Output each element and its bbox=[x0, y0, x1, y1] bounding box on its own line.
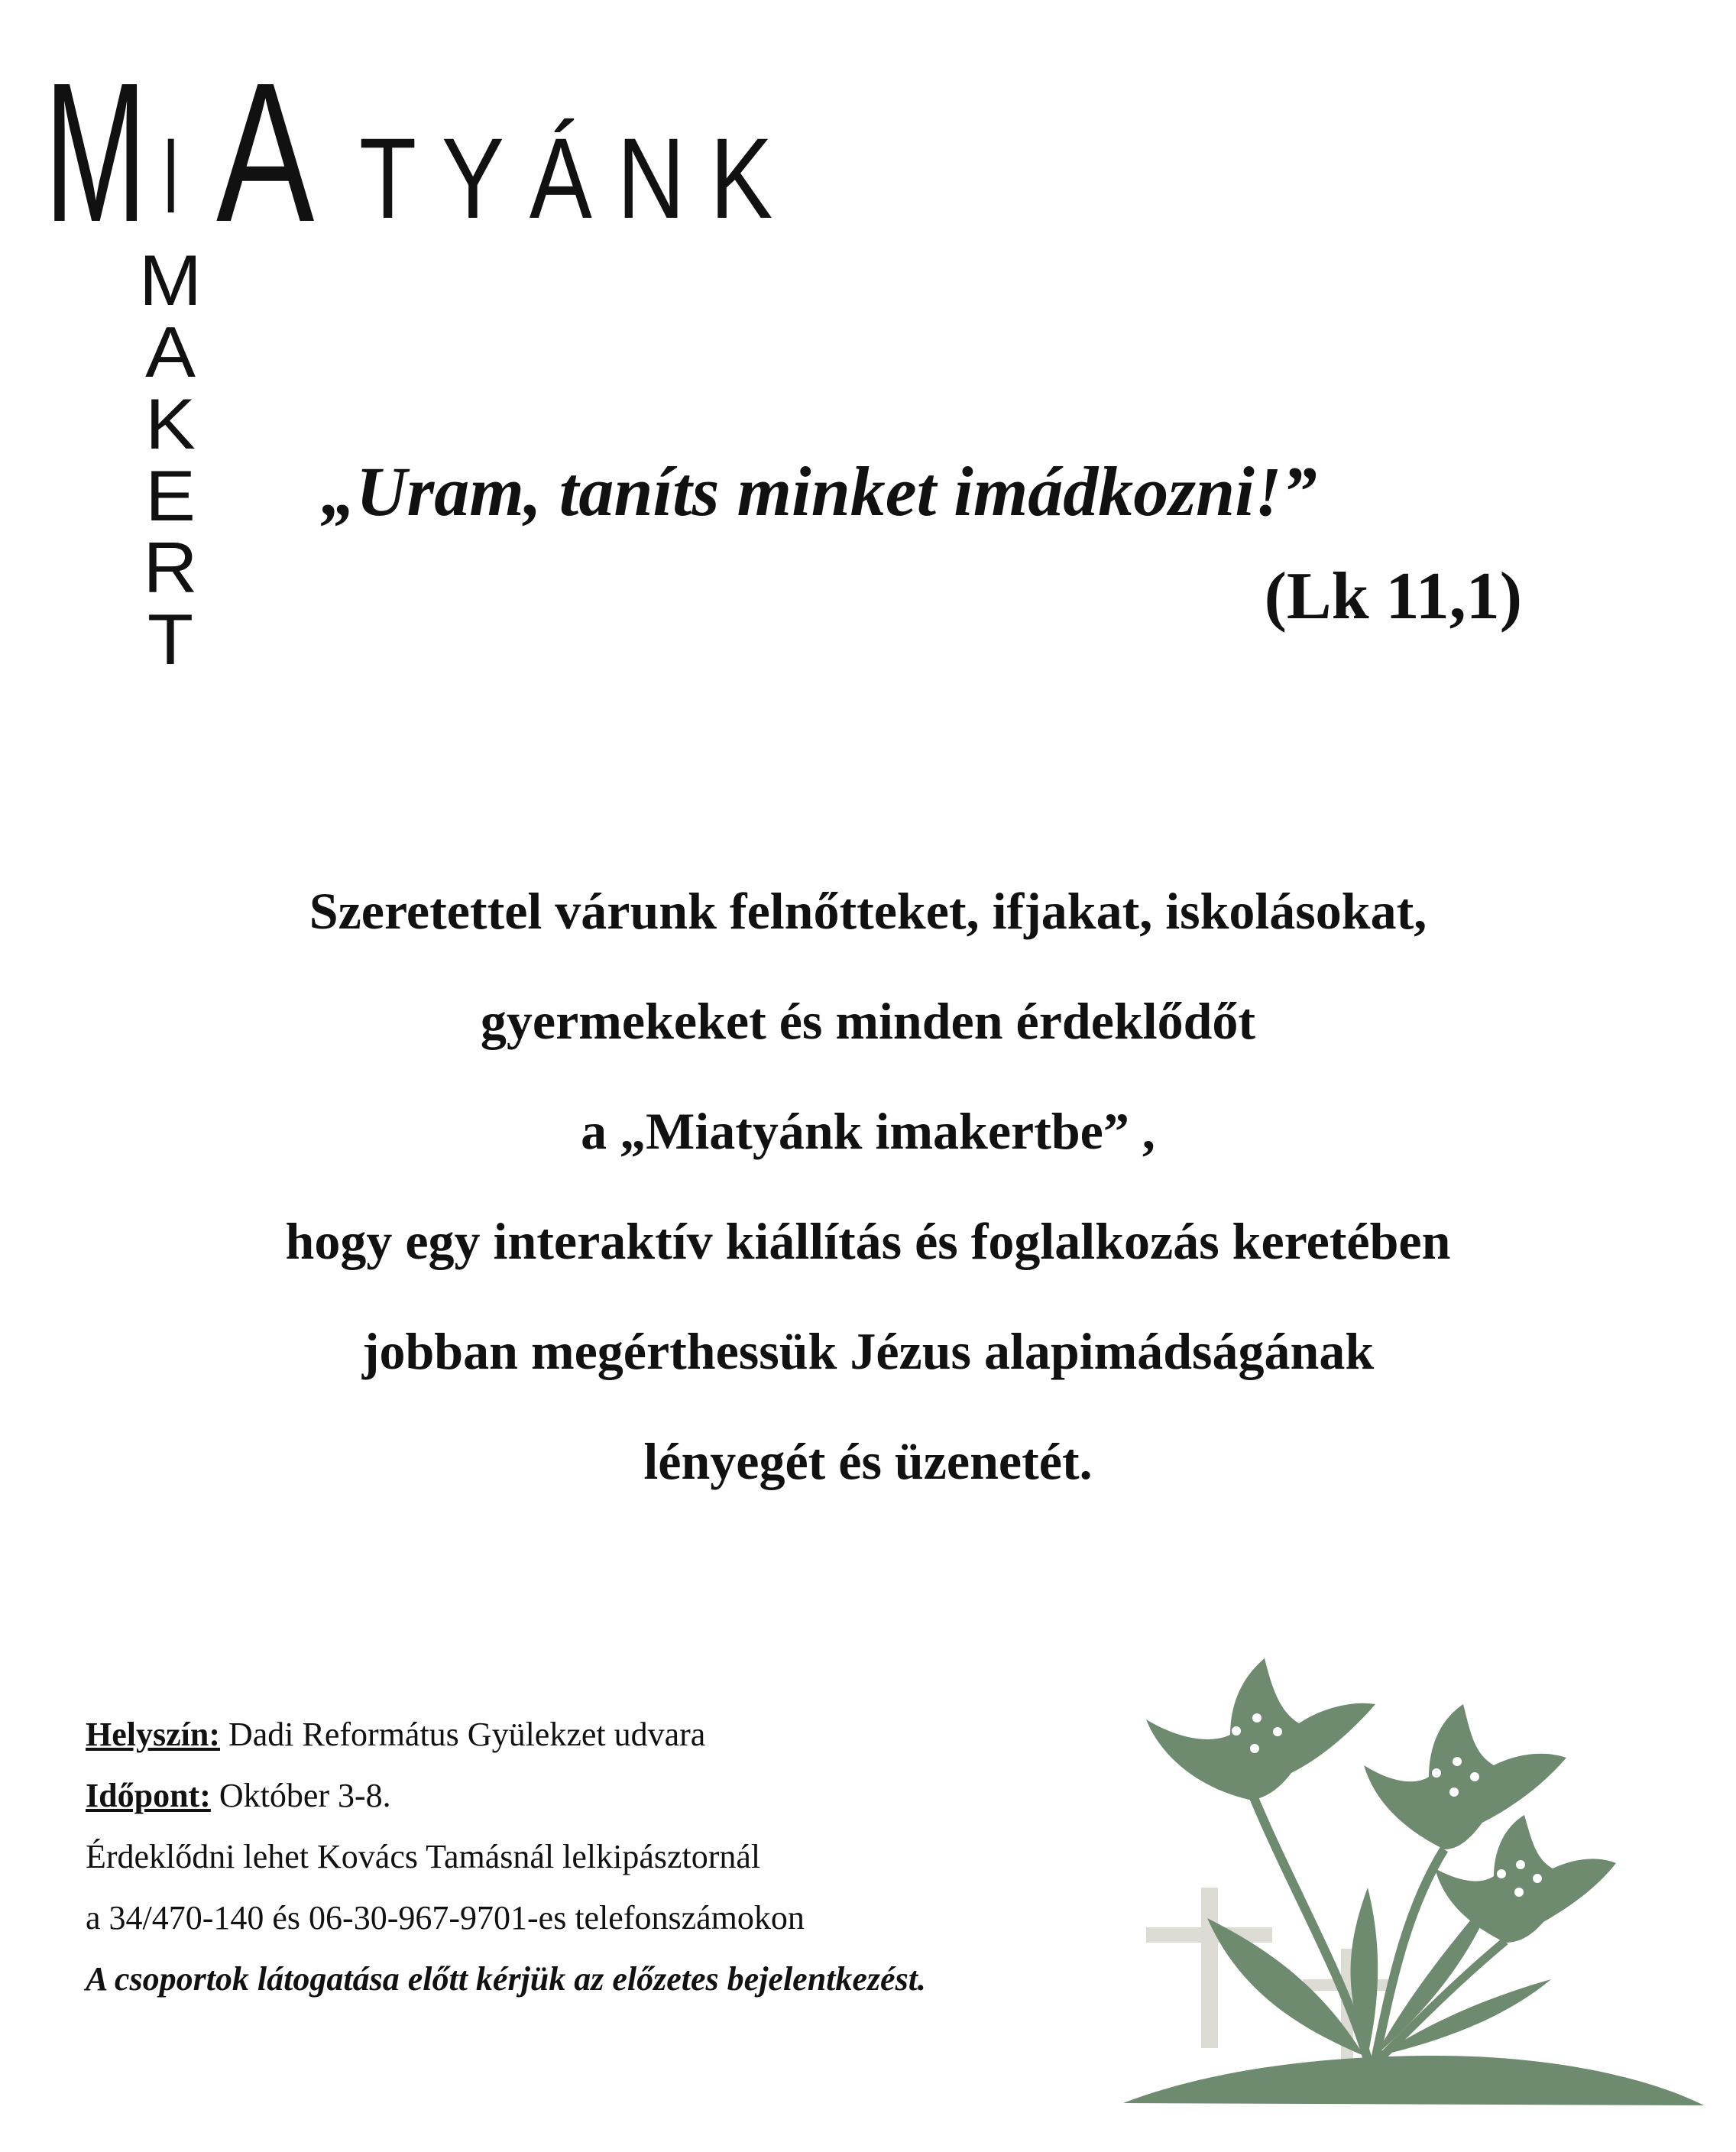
logo-letter-a: A bbox=[216, 42, 315, 264]
lily-flower-icon bbox=[1146, 1658, 1375, 1800]
lily-with-crosses-icon bbox=[1116, 1658, 1712, 2117]
lily-flower-icon bbox=[1364, 1704, 1566, 1849]
time-value: Október 3-8. bbox=[210, 1777, 391, 1814]
registration-note: A csoportok látogatása előtt kérjük az előzetes bejelentkezést. bbox=[86, 1960, 926, 1998]
logo-letter-i: I bbox=[162, 115, 180, 235]
location-line bbox=[86, 1704, 926, 1765]
contact-phone-line: a 34/470-140 és 06-30-967-9701-es telefonszámokon bbox=[86, 1899, 805, 1936]
miatyank-imakert-logo bbox=[0, 0, 798, 688]
logo-vertical-letter: M bbox=[138, 240, 202, 320]
invitation-line: jobban megérthessük Jézus alapimádságának bbox=[361, 1322, 1375, 1380]
logo-vertical-letter: R bbox=[143, 527, 198, 608]
invitation-line: gyermekeket és minden érdeklődőt bbox=[480, 992, 1256, 1050]
logo-letter-m: M bbox=[44, 42, 147, 264]
contact-line: Érdeklődni lehet Kovács Tamásnál lelkipásztornál bbox=[86, 1838, 761, 1875]
location-label: Helyszín: bbox=[86, 1716, 220, 1753]
bible-quote: „Uram, taníts minket imádkozni!” bbox=[321, 452, 1317, 530]
invitation-line: hogy egy interaktív kiállítás és foglalkozás keretében bbox=[285, 1212, 1451, 1270]
invitation-text bbox=[0, 856, 1736, 1516]
invitation-line: a „Miatyánk imakertbe” , bbox=[581, 1102, 1155, 1160]
logo-vertical-letter: A bbox=[145, 312, 196, 392]
bible-reference: (Lk 11,1) bbox=[1264, 559, 1522, 634]
time-line bbox=[86, 1765, 926, 1826]
invitation-line: Szeretettel várunk felnőtteket, ifjakat, iskolásokat, bbox=[309, 882, 1427, 940]
logo-word-rest: TYÁNK bbox=[359, 114, 798, 242]
location-value: Dadi Református Gyülekzet udvara bbox=[219, 1716, 706, 1753]
logo-vertical-letter: E bbox=[145, 455, 196, 536]
logo-vertical-letter: K bbox=[145, 384, 196, 464]
invitation-line: lényegét és üzenetét. bbox=[643, 1432, 1093, 1490]
event-info bbox=[86, 1704, 926, 2010]
logo-vertical-makert bbox=[126, 240, 215, 679]
time-label: Időpont: bbox=[86, 1777, 211, 1814]
logo-vertical-letter: T bbox=[147, 599, 194, 679]
